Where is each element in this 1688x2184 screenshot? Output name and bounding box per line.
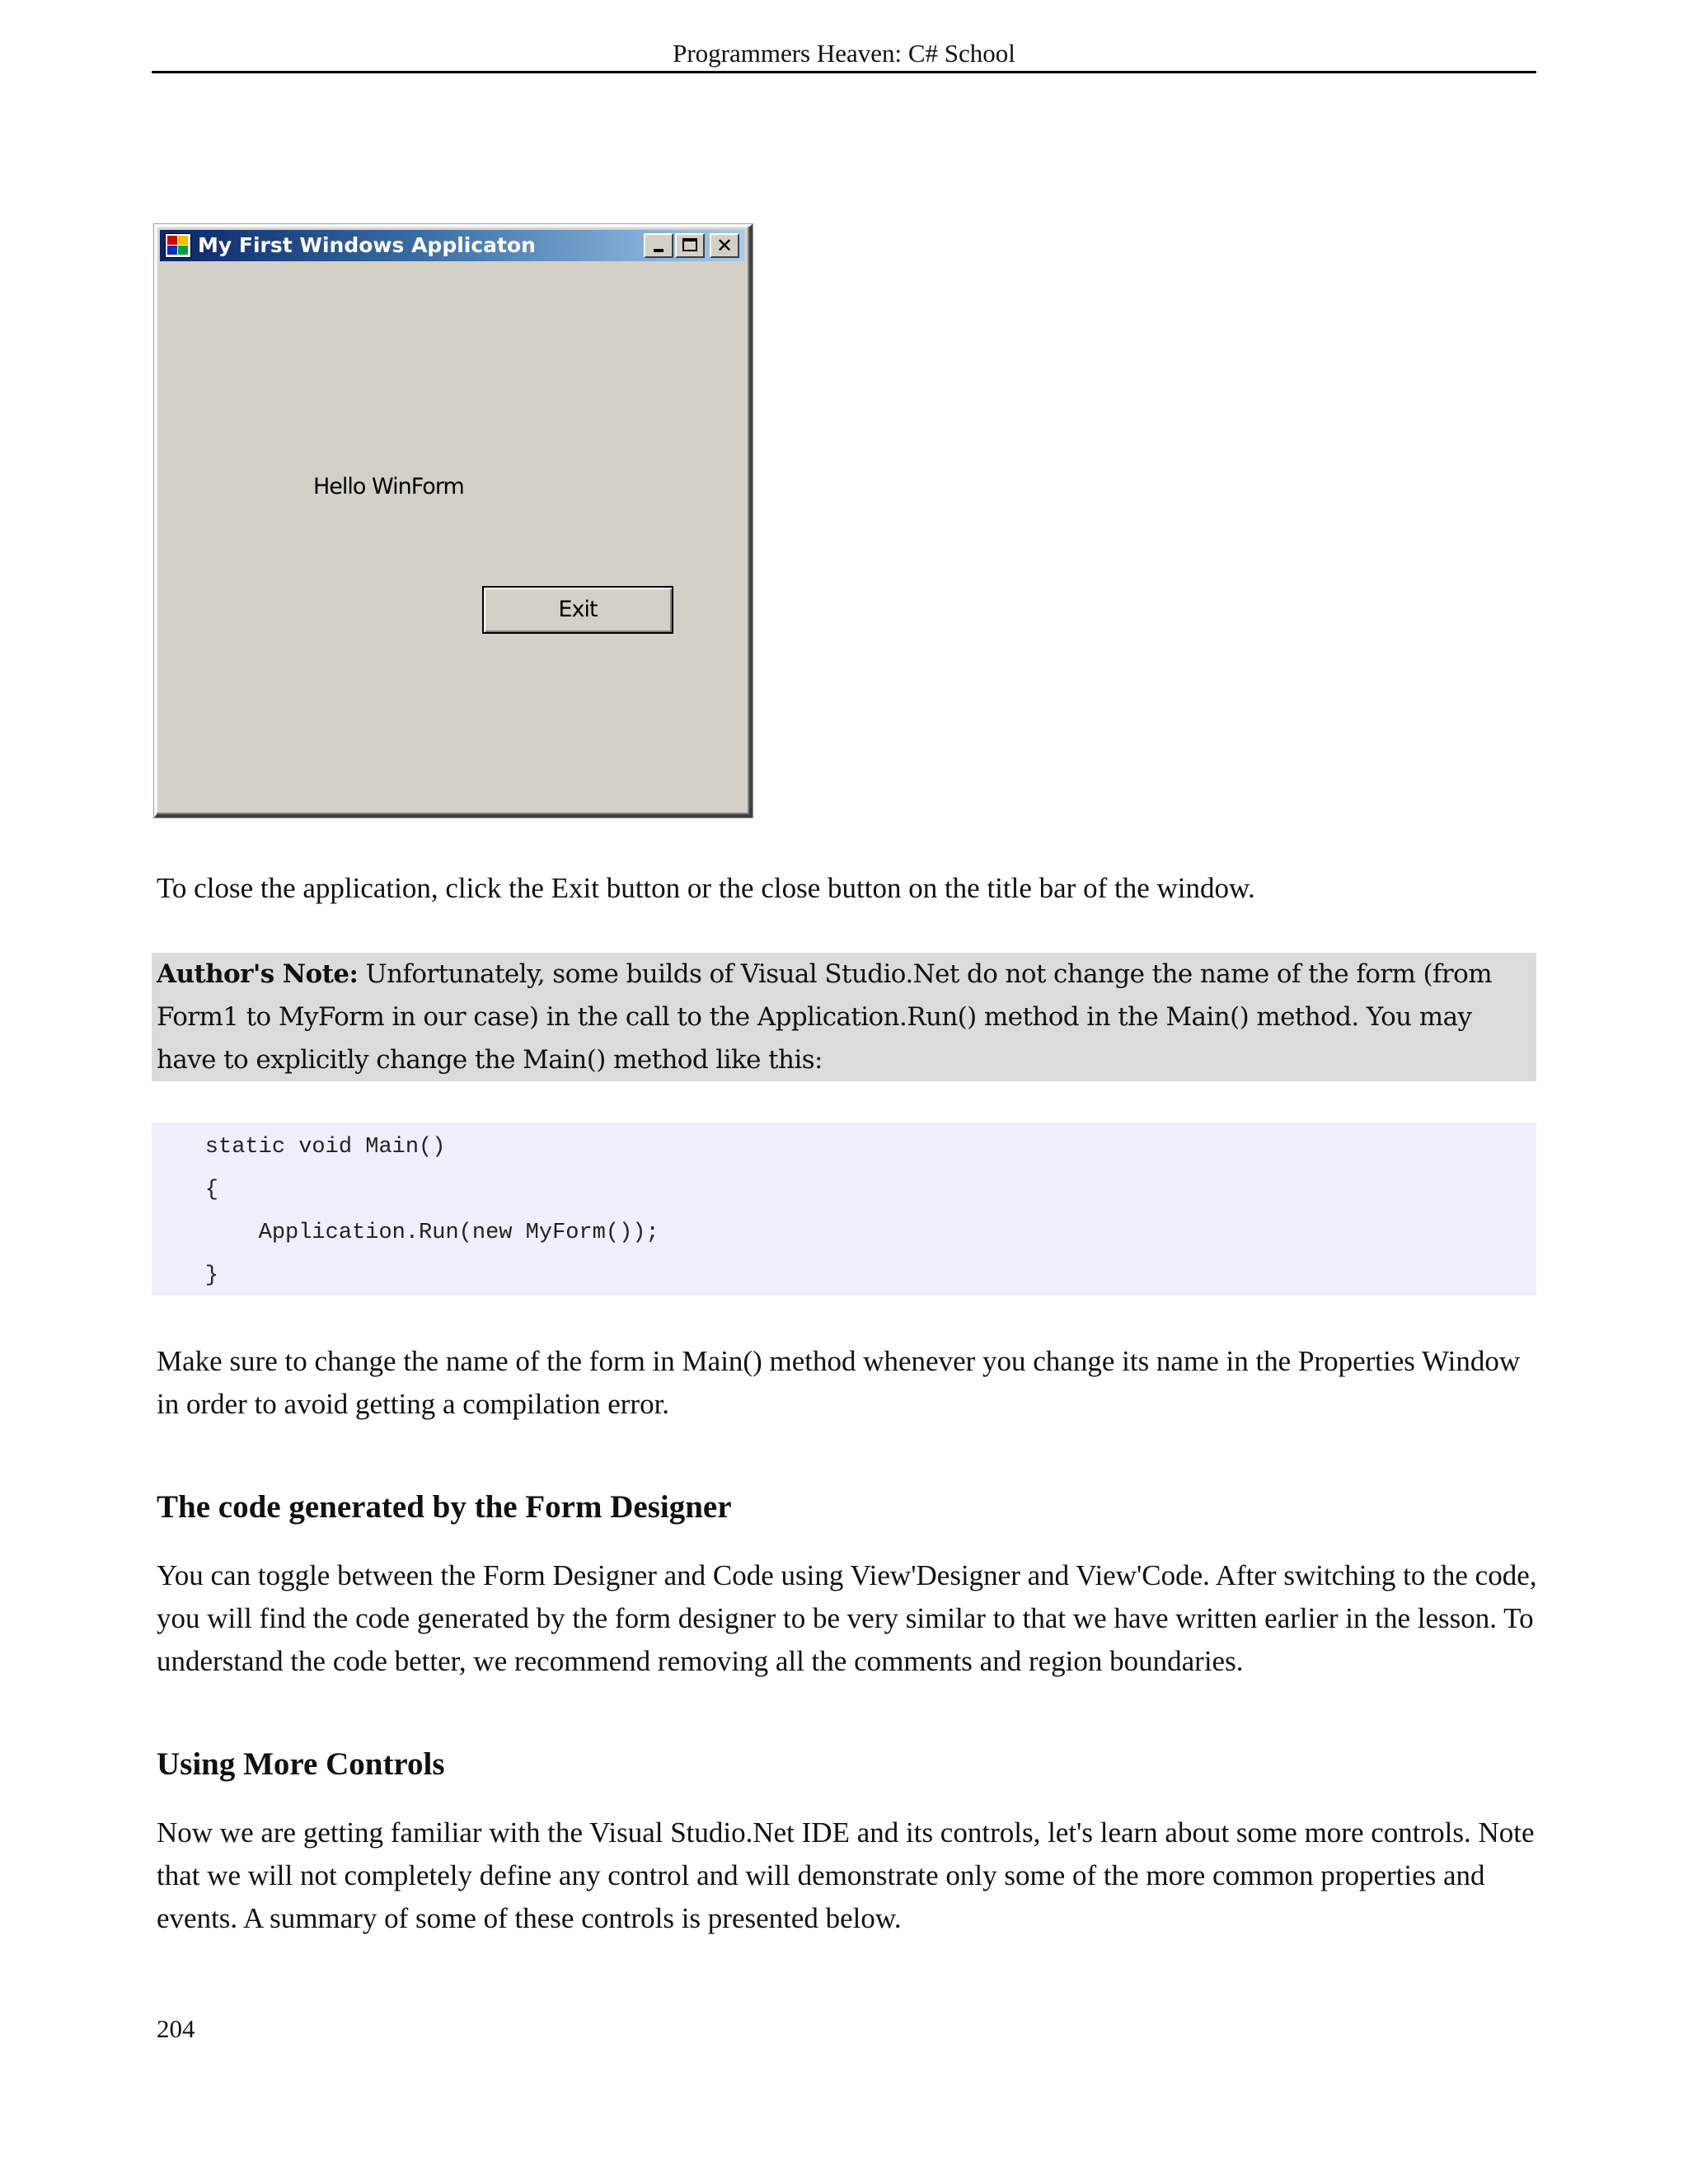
- hello-winform-label: Hello WinForm: [313, 474, 464, 499]
- code-line: static void Main(): [152, 1135, 446, 1160]
- maximize-icon: [682, 238, 697, 251]
- maximize-button[interactable]: [675, 233, 705, 258]
- page-header: [152, 36, 1536, 73]
- heading-using-more-controls: Using More Controls: [157, 1746, 445, 1782]
- application-icon: [165, 233, 191, 258]
- paragraph-more-controls: Now we are getting familiar with the Visual Studio.Net IDE and its controls, let's learn about some more controls. Note that we will not completely define any control and will demonstrate only some of the more common properties and events. A summary of some of these controls is presented below.: [157, 1816, 1535, 1934]
- minimize-icon: [654, 249, 663, 252]
- author-note-label: Author's Note:: [157, 959, 359, 989]
- exit-button[interactable]: Exit: [482, 586, 673, 634]
- minimize-button[interactable]: [644, 233, 673, 258]
- window-title: My First Windows Applicaton: [198, 233, 536, 257]
- window-titlebar[interactable]: [160, 230, 744, 261]
- code-line: }: [152, 1263, 219, 1288]
- paragraph-change-form-name: Make sure to change the name of the form in Main() method whenever you change its name in the Properties Window in order to avoid getting a compilation error.: [157, 1345, 1521, 1420]
- code-block: [152, 1122, 1536, 1296]
- code-line: {: [152, 1178, 219, 1202]
- page-number: 204: [157, 2014, 195, 2043]
- windows-form-screenshot: [154, 224, 753, 818]
- page-header-title: Programmers Heaven: C# School: [673, 39, 1015, 68]
- close-button[interactable]: [710, 233, 739, 258]
- code-line: Application.Run(new MyForm());: [152, 1221, 659, 1245]
- paragraph-close-application: To close the application, click the Exit button or the close button on the title bar of the window.: [157, 872, 1255, 904]
- author-note-text: Unfortunately, some builds of Visual Studio.Net do not change the name of the form (from Form1 to MyForm in our case) in the call to the Application.Run() method in the Main() method. You may have to explicitly change the Main() method like this:: [157, 959, 1493, 1075]
- author-note: [152, 953, 1536, 1081]
- paragraph-toggle-designer: You can toggle between the Form Designer and Code using View'Designer and View'Code. After switching to the code, you will find the code generated by the form designer to be very similar to that we have written earlier in the lesson. To understand the code better, we recommend removing all the comments and region boundaries.: [157, 1559, 1537, 1677]
- heading-code-generated: The code generated by the Form Designer: [157, 1489, 732, 1525]
- close-icon: ✕: [715, 234, 734, 257]
